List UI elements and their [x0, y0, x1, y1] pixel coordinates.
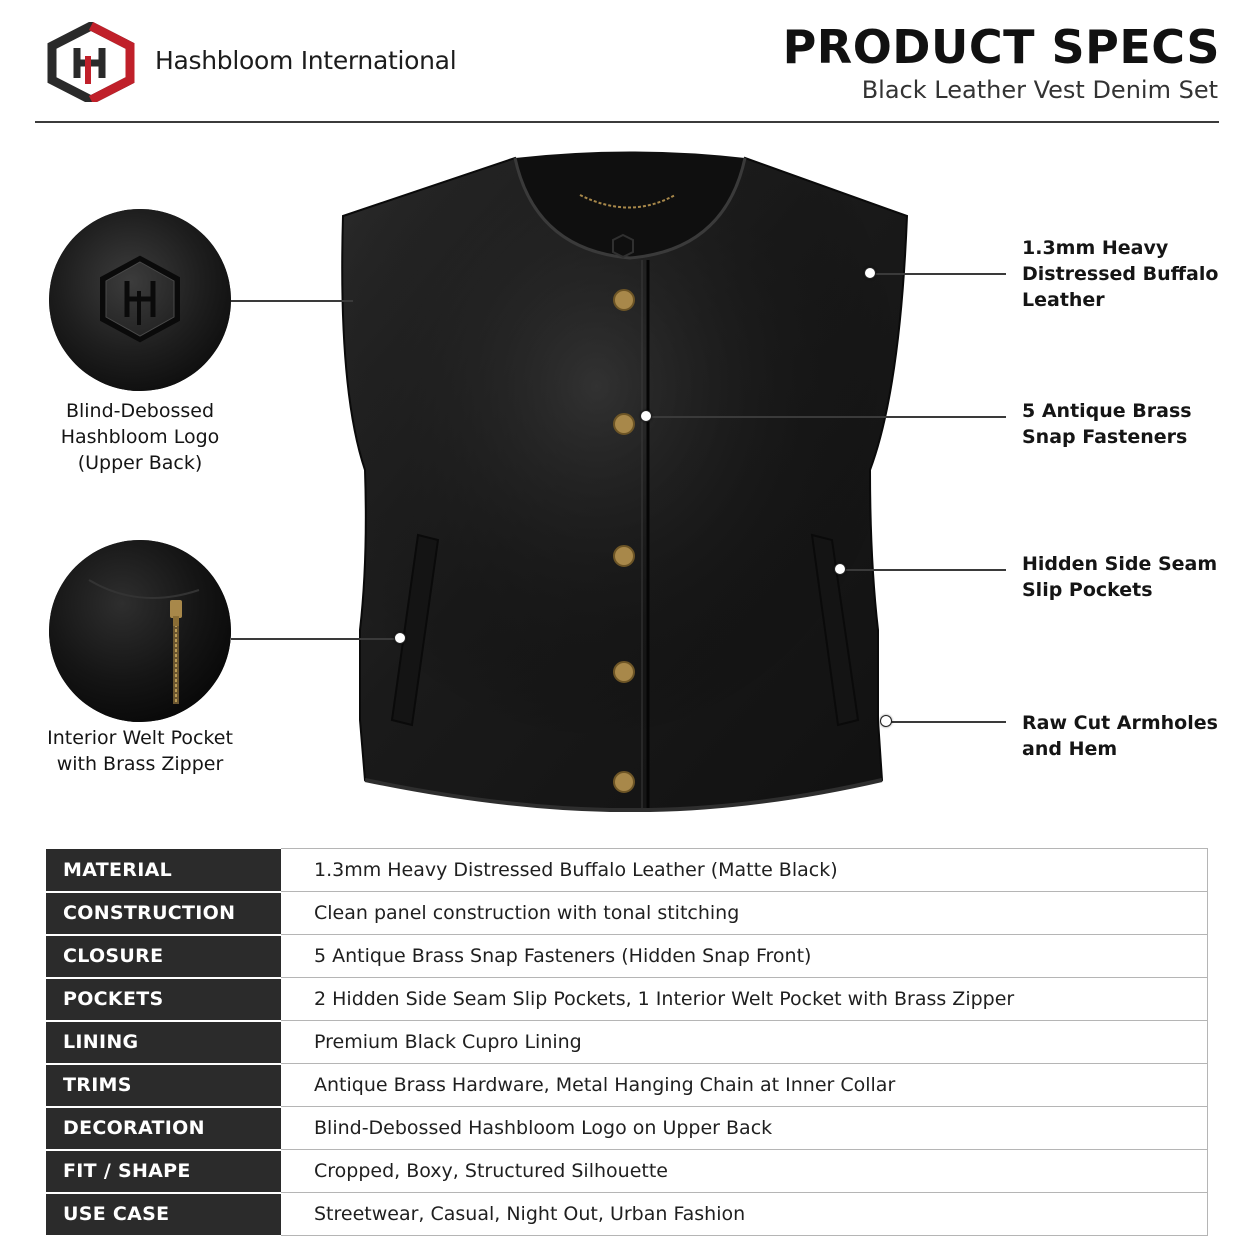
callout-line: Hashbloom Logo: [60, 426, 220, 448]
spec-key: DECORATION: [46, 1107, 281, 1150]
callout-line: Hidden Side Seam: [1022, 553, 1218, 575]
spec-value: Streetwear, Casual, Night Out, Urban Fashion: [281, 1193, 1208, 1236]
spec-key: POCKETS: [46, 978, 281, 1021]
spec-row: [46, 1064, 1208, 1107]
vest-product-image: [330, 140, 930, 830]
callout-line: Interior Welt Pocket: [47, 727, 233, 749]
callout-line: and Hem: [1022, 738, 1118, 760]
spec-value: Antique Brass Hardware, Metal Hanging Chain at Inner Collar: [281, 1064, 1208, 1107]
spec-row: [46, 1107, 1208, 1150]
spec-value: Clean panel construction with tonal stitching: [281, 892, 1208, 935]
spec-row: [46, 849, 1208, 892]
brand-logo-icon: [44, 22, 138, 102]
callout-line: Blind-Debossed: [65, 400, 215, 422]
callout-line: Raw Cut Armholes: [1022, 712, 1218, 734]
callout-raw-cut: [1022, 710, 1242, 762]
callout-interior-pocket: [25, 725, 255, 777]
leader-line: [648, 416, 1006, 418]
callout-line: Slip Pockets: [1022, 579, 1153, 601]
callout-line: with Brass Zipper: [56, 753, 224, 775]
brand-name: Hashbloom International: [155, 46, 457, 75]
leader-line: [231, 300, 353, 302]
spec-key: MATERIAL: [46, 849, 281, 892]
callout-dot: [640, 410, 652, 422]
spec-row: [46, 1150, 1208, 1193]
leader-line: [231, 638, 399, 640]
callout-dot: [864, 267, 876, 279]
spec-key: FIT / SHAPE: [46, 1150, 281, 1193]
callout-side-pockets: [1022, 551, 1242, 603]
spec-row: [46, 892, 1208, 935]
leader-line: [888, 721, 1006, 723]
spec-row: [46, 1021, 1208, 1064]
specs-table: [46, 848, 1208, 1237]
spec-value: 1.3mm Heavy Distressed Buffalo Leather (Matte Black): [281, 849, 1208, 892]
callout-line: 1.3mm Heavy: [1022, 237, 1169, 259]
callout-snaps: [1022, 398, 1242, 450]
spec-key: CONSTRUCTION: [46, 892, 281, 935]
spec-row: [46, 978, 1208, 1021]
spec-value: 2 Hidden Side Seam Slip Pockets, 1 Interior Welt Pocket with Brass Zipper: [281, 978, 1208, 1021]
header-divider: [35, 121, 1219, 123]
callout-leather: [1022, 235, 1242, 313]
callout-dot: [394, 632, 406, 644]
callout-line: (Upper Back): [77, 452, 203, 474]
spec-key: CLOSURE: [46, 935, 281, 978]
debossed-logo-detail-icon: [49, 209, 231, 391]
spec-value: 5 Antique Brass Snap Fasteners (Hidden Snap Front): [281, 935, 1208, 978]
page-title: PRODUCT SPECS: [782, 20, 1220, 74]
callout-dot: [834, 563, 846, 575]
leader-line: [872, 273, 1006, 275]
page-subtitle: Black Leather Vest Denim Set: [861, 76, 1218, 104]
callout-line: 5 Antique Brass: [1022, 400, 1192, 422]
callout-dot: [880, 715, 892, 727]
leader-line: [842, 569, 1006, 571]
spec-value: Blind-Debossed Hashbloom Logo on Upper Back: [281, 1107, 1208, 1150]
spec-key: USE CASE: [46, 1193, 281, 1236]
zipper-pocket-detail-icon: [49, 540, 231, 722]
callout-line: Distressed Buffalo: [1022, 263, 1219, 285]
callout-line: Leather: [1022, 289, 1105, 311]
spec-row: [46, 935, 1208, 978]
spec-key: TRIMS: [46, 1064, 281, 1107]
spec-key: LINING: [46, 1021, 281, 1064]
spec-value: Premium Black Cupro Lining: [281, 1021, 1208, 1064]
spec-value: Cropped, Boxy, Structured Silhouette: [281, 1150, 1208, 1193]
spec-row: [46, 1193, 1208, 1236]
callout-line: Snap Fasteners: [1022, 426, 1188, 448]
callout-debossed-logo: [25, 398, 255, 476]
